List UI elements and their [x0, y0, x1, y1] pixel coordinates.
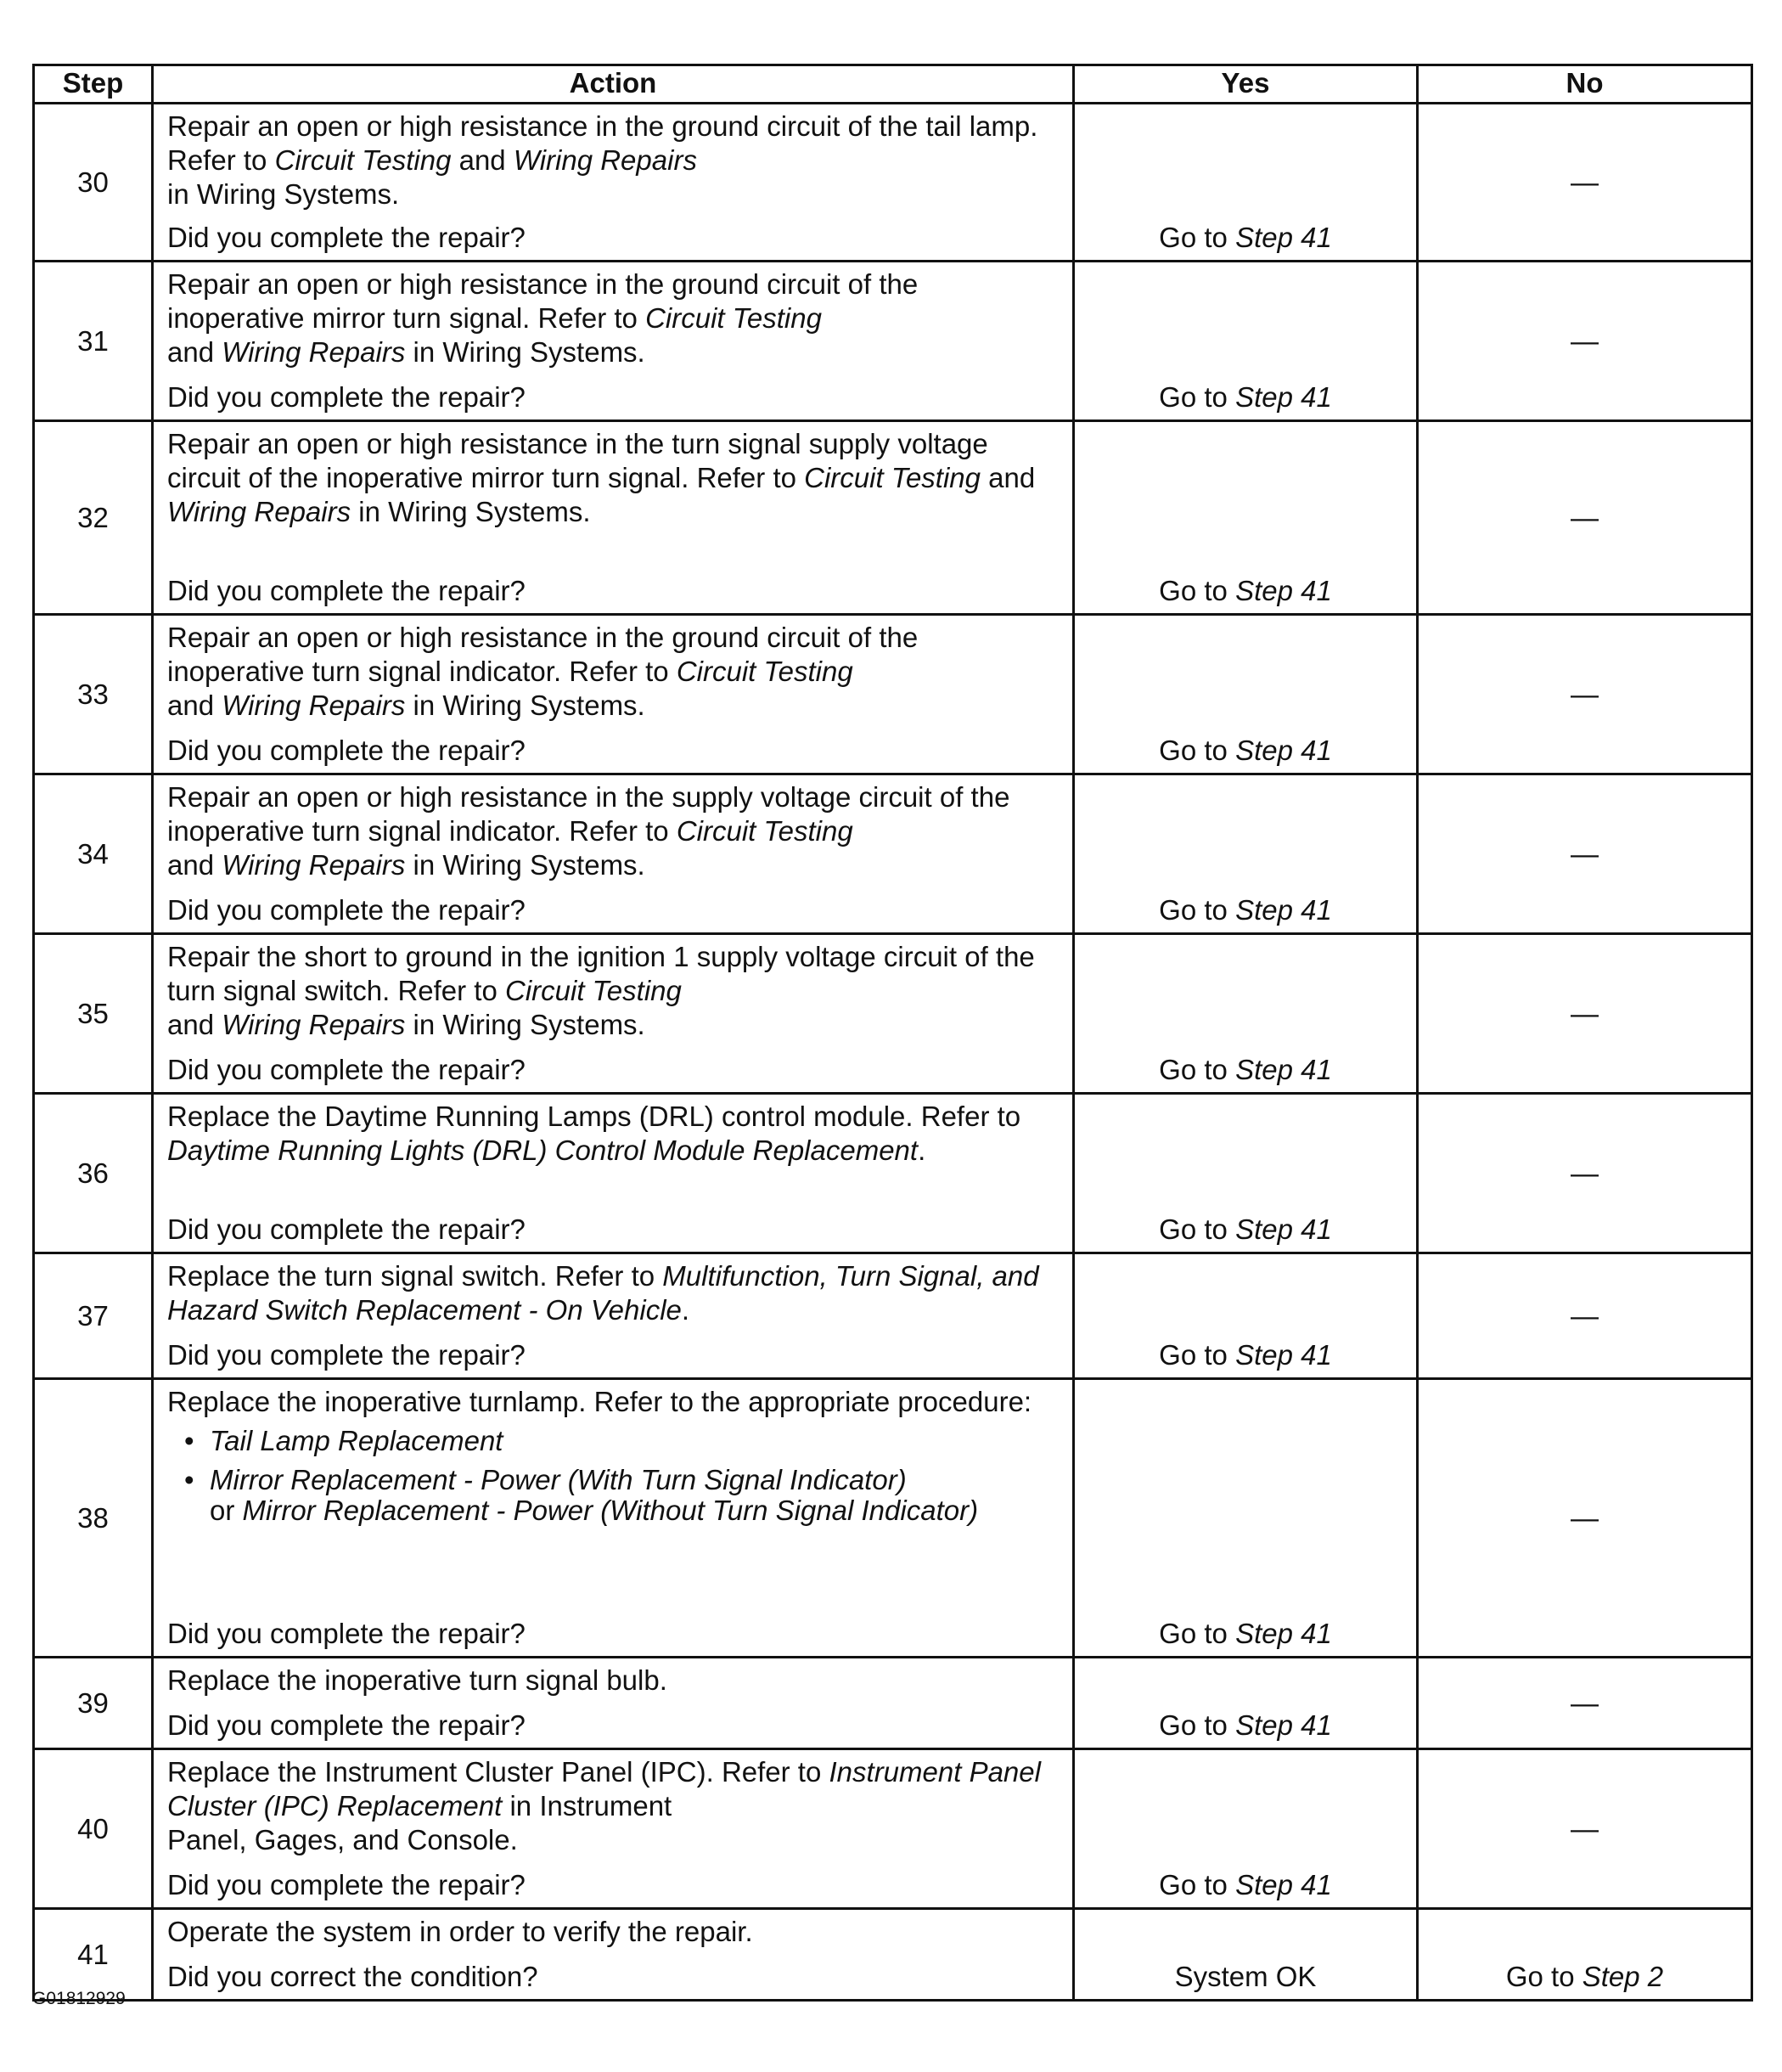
- yes-cell: [1074, 934, 1418, 1094]
- action-cell: [153, 1909, 1074, 2001]
- text-run: Replace the inoperative turn signal bulb.: [167, 1664, 667, 1696]
- no-cell: [1418, 1658, 1752, 1749]
- text-run: Replace the Daytime Running Lamps (DRL) control module. Refer to: [167, 1101, 1021, 1132]
- action-question: Did you complete the repair?: [167, 735, 526, 766]
- no-cell: [1418, 1379, 1752, 1658]
- reference-link-text: Step 41: [1235, 1618, 1332, 1649]
- yes-cell: [1074, 1094, 1418, 1253]
- text-run: Repair the short to ground in the ignition 1 supply voltage circuit of the turn signal switch. Refer to: [167, 941, 1035, 1006]
- reference-link-text: Circuit Testing: [274, 144, 452, 176]
- yes-result: [1075, 574, 1416, 608]
- step-number: 32: [34, 421, 153, 615]
- reference-link-text: Step 41: [1235, 1709, 1332, 1741]
- no-result-dash: —: [1571, 1299, 1599, 1332]
- step-number: 37: [34, 1253, 153, 1379]
- yes-result: [1075, 380, 1416, 414]
- text-run: Repair an open or high resistance in the ground circuit of the inoperative mirror turn signal. Refer to: [167, 268, 919, 334]
- text-run: Repair an open or high resistance in the turn signal supply voltage circuit of the inoperative mirror turn signal. Refer to: [167, 428, 988, 493]
- action-cell: [153, 421, 1074, 615]
- action-instruction: [167, 110, 1060, 211]
- text-run: Go to: [1159, 1213, 1236, 1245]
- no-result-dash: —: [1571, 837, 1599, 870]
- yes-cell: [1074, 104, 1418, 262]
- yes-result: [1075, 893, 1416, 927]
- no-cell: [1418, 1094, 1752, 1253]
- yes-cell: [1074, 1749, 1418, 1909]
- action-instruction: [167, 621, 1060, 723]
- yes-result: [1075, 221, 1416, 255]
- yes-result: [1075, 1709, 1416, 1743]
- reference-link-text: Mirror Replacement - Power (With Turn Signal Indicator): [210, 1464, 907, 1495]
- text-run: and: [167, 336, 222, 368]
- action-instruction: [167, 940, 1060, 1042]
- table-row: [34, 421, 1752, 615]
- text-run: Repair an open or high resistance in the ground circuit of the inoperative turn signal indicator. Refer to: [167, 622, 919, 687]
- header-step: Step: [34, 65, 153, 104]
- header-yes: Yes: [1074, 65, 1418, 104]
- reference-link-text: Instrument Panel Cluster (IPC) Replacement: [167, 1756, 1041, 1821]
- diagnostic-table-sheet: [32, 64, 1751, 2002]
- text-run: Go to: [1159, 575, 1236, 606]
- header-action: Action: [153, 65, 1074, 104]
- reference-link-text: Wiring Repairs: [222, 849, 406, 881]
- no-result-dash: —: [1571, 1501, 1599, 1534]
- no-result-dash: —: [1571, 1686, 1599, 1719]
- table-row: [34, 774, 1752, 934]
- reference-link-text: Step 41: [1235, 1869, 1332, 1900]
- text-run: Replace the inoperative turnlamp. Refer to the appropriate procedure:: [167, 1386, 1032, 1417]
- text-run: Replace the Instrument Cluster Panel (IPC). Refer to: [167, 1756, 829, 1788]
- reference-link-text: Step 41: [1235, 222, 1332, 253]
- text-run: in Wiring Systems.: [167, 178, 400, 210]
- action-question: Did you complete the repair?: [167, 1618, 526, 1649]
- no-result-dash: —: [1571, 1812, 1599, 1844]
- text-run: Go to: [1159, 1869, 1236, 1900]
- no-result-dash: —: [1571, 997, 1599, 1029]
- no-result: [1419, 1960, 1751, 1994]
- action-cell: [153, 1658, 1074, 1749]
- text-run: .: [918, 1135, 926, 1166]
- figure-id: G01812929: [32, 1989, 126, 2008]
- action-cell: [153, 615, 1074, 774]
- reference-link-text: Circuit Testing: [804, 462, 981, 493]
- header-row: [34, 65, 1752, 104]
- reference-link-text: Tail Lamp Replacement: [210, 1425, 503, 1456]
- yes-cell: [1074, 1253, 1418, 1379]
- step-number: 38: [34, 1379, 153, 1658]
- table-row: [34, 1379, 1752, 1658]
- action-instruction: [167, 427, 1060, 529]
- yes-result: [1075, 1338, 1416, 1372]
- reference-link-text: Circuit Testing: [676, 815, 853, 847]
- action-instruction: [167, 1259, 1060, 1327]
- reference-link-text: Step 41: [1235, 735, 1332, 766]
- text-run: and: [981, 462, 1036, 493]
- yes-result: [1075, 734, 1416, 768]
- table-row: [34, 1749, 1752, 1909]
- text-run: and: [167, 1009, 222, 1040]
- step-number: 30: [34, 104, 153, 262]
- text-run: and: [167, 849, 222, 881]
- action-cell: [153, 1379, 1074, 1658]
- action-question: Did you complete the repair?: [167, 1054, 526, 1085]
- action-cell: [153, 1094, 1074, 1253]
- text-run: Go to: [1505, 1961, 1582, 1992]
- text-run: in Wiring Systems.: [405, 690, 645, 721]
- action-instruction: [167, 267, 1060, 369]
- reference-link-text: Multifunction, Turn Signal, and Hazard Switch Replacement - On Vehicle: [167, 1260, 1039, 1326]
- action-question: Did you complete the repair?: [167, 1213, 526, 1245]
- text-run: in Wiring Systems.: [351, 496, 591, 527]
- table-row: [34, 104, 1752, 262]
- text-run: System OK: [1174, 1961, 1317, 1992]
- table-row: [34, 1658, 1752, 1749]
- text-run: Go to: [1159, 1709, 1236, 1741]
- yes-result: [1075, 1960, 1416, 1994]
- step-number: 33: [34, 615, 153, 774]
- no-result-dash: —: [1571, 501, 1599, 533]
- action-question: Did you complete the repair?: [167, 894, 526, 926]
- text-run: in Wiring Systems.: [405, 336, 645, 368]
- text-run: .: [681, 1294, 690, 1326]
- no-result-dash: —: [1571, 1157, 1599, 1189]
- action-cell: [153, 1749, 1074, 1909]
- text-run: in Wiring Systems.: [405, 1009, 645, 1040]
- text-run: or: [210, 1495, 243, 1526]
- text-run: and: [167, 690, 222, 721]
- reference-link-text: Step 41: [1235, 575, 1332, 606]
- action-cell: [153, 104, 1074, 262]
- no-cell: [1418, 262, 1752, 421]
- no-cell: [1418, 934, 1752, 1094]
- action-instruction: [167, 1385, 1060, 1419]
- no-cell: [1418, 774, 1752, 934]
- reference-link-text: Mirror Replacement - Power (Without Turn Signal Indicator): [242, 1495, 979, 1526]
- no-cell: [1418, 1909, 1752, 2001]
- no-cell: [1418, 1253, 1752, 1379]
- step-number: 41: [34, 1909, 153, 2001]
- reference-link-text: Daytime Running Lights (DRL) Control Module Replacement: [167, 1135, 919, 1166]
- step-number: 40: [34, 1749, 153, 1909]
- no-cell: [1418, 1749, 1752, 1909]
- header-no: No: [1418, 65, 1752, 104]
- text-run: Go to: [1159, 735, 1236, 766]
- yes-cell: [1074, 1379, 1418, 1658]
- procedure-list: [167, 1426, 1060, 1534]
- action-question: Did you complete the repair?: [167, 222, 526, 253]
- yes-result: [1075, 1213, 1416, 1247]
- table-row: [34, 1094, 1752, 1253]
- table-row: [34, 262, 1752, 421]
- text-run: Go to: [1159, 381, 1236, 413]
- yes-cell: [1074, 421, 1418, 615]
- table-row: [34, 615, 1752, 774]
- reference-link-text: Step 41: [1235, 1339, 1332, 1371]
- reference-link-text: Wiring Repairs: [222, 690, 406, 721]
- list-item: [210, 1426, 1060, 1456]
- text-run: Panel, Gages, and Console.: [167, 1824, 518, 1855]
- no-result-dash: —: [1571, 678, 1599, 710]
- text-run: Go to: [1159, 222, 1236, 253]
- table-row: [34, 934, 1752, 1094]
- text-run: Go to: [1159, 1054, 1236, 1085]
- action-question: Did you complete the repair?: [167, 1709, 526, 1741]
- reference-link-text: Step 41: [1235, 894, 1332, 926]
- reference-link-text: Circuit Testing: [645, 302, 822, 334]
- reference-link-text: Circuit Testing: [676, 656, 853, 687]
- text-run: Go to: [1159, 894, 1236, 926]
- reference-link-text: Wiring Repairs: [222, 1009, 406, 1040]
- action-instruction: [167, 1915, 1060, 1949]
- table-body: [34, 104, 1752, 2001]
- text-run: Replace the turn signal switch. Refer to: [167, 1260, 663, 1292]
- text-run: Repair an open or high resistance in the ground circuit of the tail lamp. Refer to: [167, 110, 1038, 176]
- action-cell: [153, 934, 1074, 1094]
- text-run: Operate the system in order to verify the repair.: [167, 1916, 753, 1947]
- action-instruction: [167, 780, 1060, 882]
- no-cell: [1418, 104, 1752, 262]
- no-result-dash: —: [1571, 166, 1599, 198]
- reference-link-text: Wiring Repairs: [167, 496, 351, 527]
- yes-cell: [1074, 1909, 1418, 2001]
- action-cell: [153, 262, 1074, 421]
- action-cell: [153, 774, 1074, 934]
- reference-link-text: Circuit Testing: [505, 975, 682, 1006]
- list-item: [210, 1465, 1060, 1526]
- action-question: Did you correct the condition?: [167, 1961, 538, 1992]
- reference-link-text: Step 41: [1235, 381, 1332, 413]
- action-instruction: [167, 1100, 1060, 1168]
- diagnostic-table: [32, 64, 1753, 2002]
- action-question: Did you complete the repair?: [167, 1869, 526, 1900]
- table-row: [34, 1253, 1752, 1379]
- action-instruction: [167, 1664, 1060, 1698]
- yes-cell: [1074, 615, 1418, 774]
- text-run: and: [451, 144, 514, 176]
- no-cell: [1418, 421, 1752, 615]
- step-number: 35: [34, 934, 153, 1094]
- reference-link-text: Step 2: [1582, 1961, 1664, 1992]
- yes-cell: [1074, 1658, 1418, 1749]
- action-cell: [153, 1253, 1074, 1379]
- yes-result: [1075, 1868, 1416, 1902]
- reference-link-text: Wiring Repairs: [513, 144, 697, 176]
- reference-link-text: Step 41: [1235, 1054, 1332, 1085]
- yes-result: [1075, 1053, 1416, 1087]
- step-number: 39: [34, 1658, 153, 1749]
- step-number: 34: [34, 774, 153, 934]
- text-run: Go to: [1159, 1618, 1236, 1649]
- text-run: in Wiring Systems.: [405, 849, 645, 881]
- step-number: 36: [34, 1094, 153, 1253]
- action-instruction: [167, 1755, 1060, 1857]
- reference-link-text: Wiring Repairs: [222, 336, 406, 368]
- text-run: Go to: [1159, 1339, 1236, 1371]
- action-question: Did you complete the repair?: [167, 1339, 526, 1371]
- text-run: in Instrument: [502, 1790, 672, 1821]
- step-number: 31: [34, 262, 153, 421]
- yes-cell: [1074, 262, 1418, 421]
- no-cell: [1418, 615, 1752, 774]
- no-result-dash: —: [1571, 324, 1599, 357]
- action-question: Did you complete the repair?: [167, 381, 526, 413]
- yes-cell: [1074, 774, 1418, 934]
- action-question: Did you complete the repair?: [167, 575, 526, 606]
- table-row: [34, 1909, 1752, 2001]
- reference-link-text: Step 41: [1235, 1213, 1332, 1245]
- yes-result: [1075, 1617, 1416, 1651]
- text-run: Repair an open or high resistance in the supply voltage circuit of the inoperative turn signal indicator. Refer to: [167, 781, 1010, 847]
